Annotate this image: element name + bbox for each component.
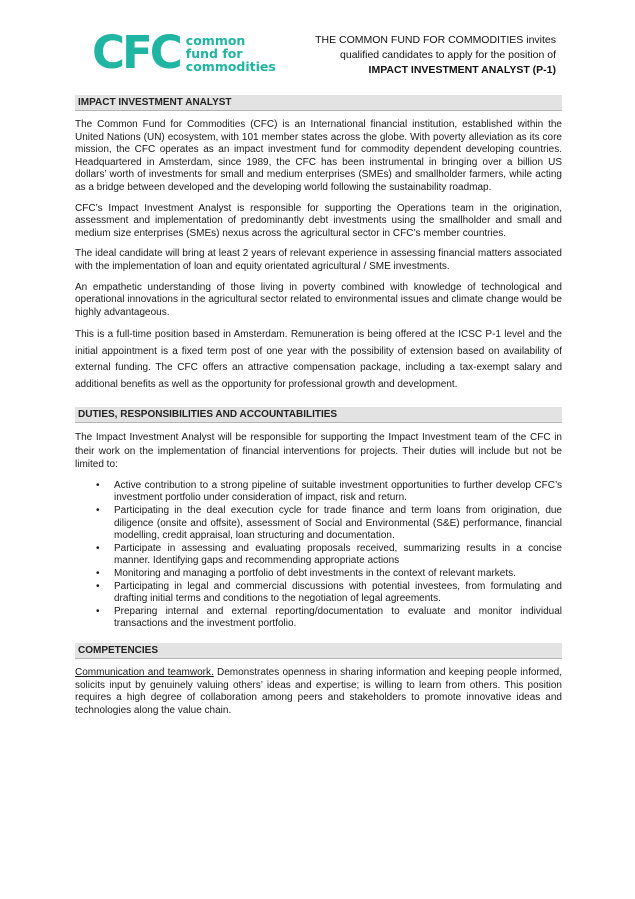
- intro-paragraph: CFC’s Impact Investment Analyst is responsible for supporting the Operations team in the origination, assessment and implementation of predominantly debt investments using the smallholder and small and medium size enterprises (SMEs) nexus across the agricultural sector in CFC’s member countries.: [75, 202, 562, 239]
- bullet-icon: •: [96, 605, 100, 617]
- bullet-icon: •: [96, 542, 100, 554]
- intro-paragraph: An empathetic understanding of those living in poverty combined with knowledge of technological and operational innovations in the agricultural sector related to environmental issues and climate change would be highly advantageous.: [75, 281, 562, 318]
- list-item-text: Monitoring and managing a portfolio of debt investments in the context of relevant markets.: [114, 567, 516, 579]
- list-item-text: Preparing internal and external reporting/documentation to evaluate and monitor individual transactions and the investment portfolio.: [114, 605, 562, 630]
- list-item-text: Participating in the deal execution cycle for trade finance and term loans from origination, due diligence (onsite and offsite), assessment of Social and Environmental (S&E) performance, financial modelling, credit appraisal, loan structuring and documentation.: [114, 505, 562, 542]
- header-announcement: [256, 33, 556, 78]
- position-title: IMPACT INVESTMENT ANALYST (P-1): [368, 64, 556, 76]
- duties-list: [75, 480, 562, 631]
- list-item: [75, 543, 562, 568]
- list-item-text: Active contribution to a strong pipeline of suitable investment opportunities to further develop CFC’s investment portfolio under consideration of impact, risk and return.: [114, 479, 562, 504]
- document-body: [75, 95, 562, 717]
- intro-paragraph: The ideal candidate will bring at least 2 years of relevant experience in assessing financial matters associated with the implementation of loan and equity orientated agricultural / SME investments.: [75, 248, 562, 272]
- invite-line: THE COMMON FUND FOR COMMODITIES invites: [315, 34, 556, 46]
- logo-line: commodities: [185, 58, 276, 74]
- intro-paragraph: The Common Fund for Commodities (CFC) is an International financial institution, established within the United Nations (UN) ecosystem, with 101 member states across the globe. With poverty alleviation as its core mission, the CFC operates as an impact investment fund for commodity dependent developing countries. Headquartered in Amsterdam, since 1989, the CFC has been instrumental in bringing over a billion US dollars’ worth of investments for small and medium enterprises (SMEs) and smallholder farmers, while acting as a bridge between developed and the developing world following the sustainability roadmap.: [75, 119, 562, 193]
- list-item: [75, 480, 562, 505]
- competency-paragraph: [75, 667, 562, 717]
- list-item-text: Participate in assessing and evaluating proposals received, summarizing results in a concise manner. Identifying gaps and recommending appropriate actions: [114, 542, 562, 567]
- cfc-logo: [92, 28, 276, 78]
- bullet-icon: •: [96, 505, 100, 516]
- logo-mark: CFC: [92, 26, 180, 79]
- intro-paragraph: This is a full-time position based in Amsterdam. Remuneration is being offered at the ICSC P-1 level and the initial appointment is a fixed term post of one year with the possibility of extension based on availability of external funding. The CFC offers an attractive compensation package, including a tax-exempt salary and additional benefits as well as the opportunity for professional growth and development.: [75, 329, 562, 390]
- section-heading-intro: IMPACT INVESTMENT ANALYST: [75, 95, 562, 111]
- list-item-text: Participating in legal and commercial discussions with potential investees, from formulating and drafting initial terms and conditions to the negotiation of legal agreements.: [114, 580, 562, 605]
- logo-line: common: [185, 32, 246, 48]
- list-item: [75, 581, 562, 606]
- competency-text: Demonstrates openness in sharing information and keeping people informed, solicits input by genuinely valuing others’ ideas and expertise; is willing to learn from others. This position requires a high degree of collaboration among peers and stakeholders to promote innovative ideas and technologies along the value chain.: [75, 666, 562, 716]
- list-item: [75, 606, 562, 631]
- logo-line: fund for: [185, 45, 243, 61]
- section-heading-duties: DUTIES, RESPONSIBILITIES AND ACCOUNTABILITIES: [75, 407, 562, 423]
- section-heading-competencies: COMPETENCIES: [75, 643, 562, 659]
- invite-line: qualified candidates to apply for the position of: [340, 49, 556, 61]
- list-item: [75, 568, 562, 581]
- list-item: [75, 505, 562, 543]
- bullet-icon: •: [96, 580, 100, 592]
- bullet-icon: •: [96, 479, 100, 491]
- bullet-icon: •: [96, 567, 100, 579]
- competency-lead: Communication and teamwork.: [75, 666, 214, 678]
- duties-intro: The Impact Investment Analyst will be responsible for supporting the Impact Investment team of the CFC in their work on the implementation of financial interventions for projects. Their duties will include but not be limited to:: [75, 432, 562, 471]
